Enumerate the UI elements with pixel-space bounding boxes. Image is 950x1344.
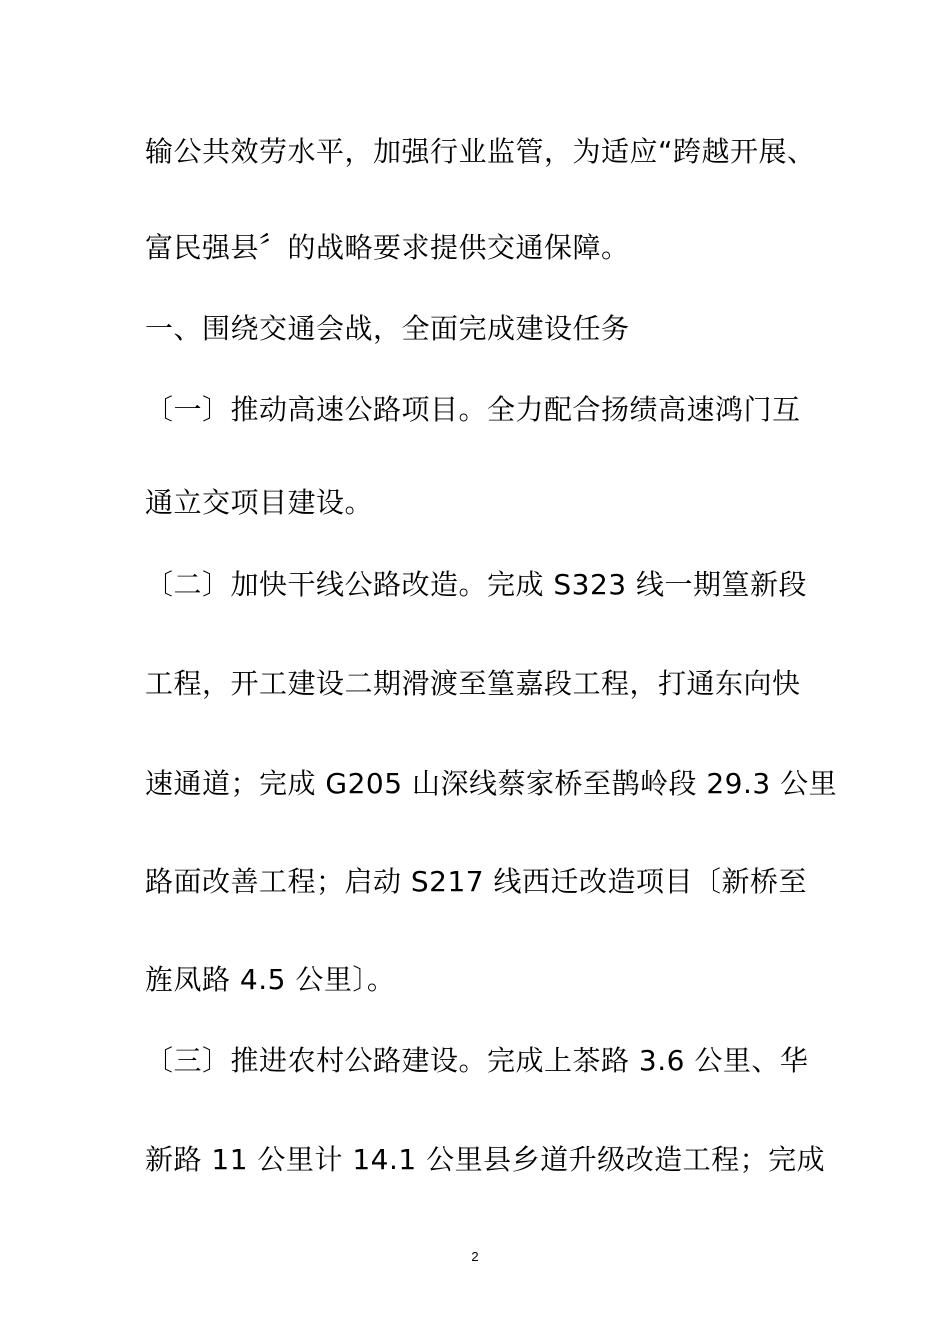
body-text-line: 通立交项目建设。 (145, 486, 374, 519)
body-text-line: 路面改善工程；启动 S217 线西迁改造项目〔新桥至 (145, 865, 808, 898)
body-text-line: 〔三〕推进农村公路建设。完成上茶路 3.6 公里、华 (145, 1044, 809, 1077)
body-text-line: 旌凤路 4.5 公里〕。 (145, 963, 396, 996)
body-text-line: 新路 11 公里计 14.1 公里县乡道升级改造工程；完成 (145, 1143, 826, 1176)
body-text-line: 速通道；完成 G205 山深线蔡家桥至鹊岭段 29.3 公里 (145, 767, 838, 800)
body-text-line: 富民强县〞的战略要求提供交通保障。 (145, 231, 630, 264)
body-text-line: 〔一〕推动高速公路项目。全力配合扬绩高速鸿门互 (145, 393, 801, 426)
body-text-line: 输公共效劳水平，加强行业监管，为适应“跨越开展、 (145, 135, 816, 168)
page-number: 2 (471, 1249, 479, 1264)
body-text-line: 工程，开工建设二期滑渡至篁嘉段工程，打通东向快 (145, 667, 801, 700)
section-heading: 一、围绕交通会战，全面完成建设任务 (145, 312, 630, 345)
body-text-line: 〔二〕加快干线公路改造。完成 S323 线一期篁新段 (145, 568, 808, 601)
